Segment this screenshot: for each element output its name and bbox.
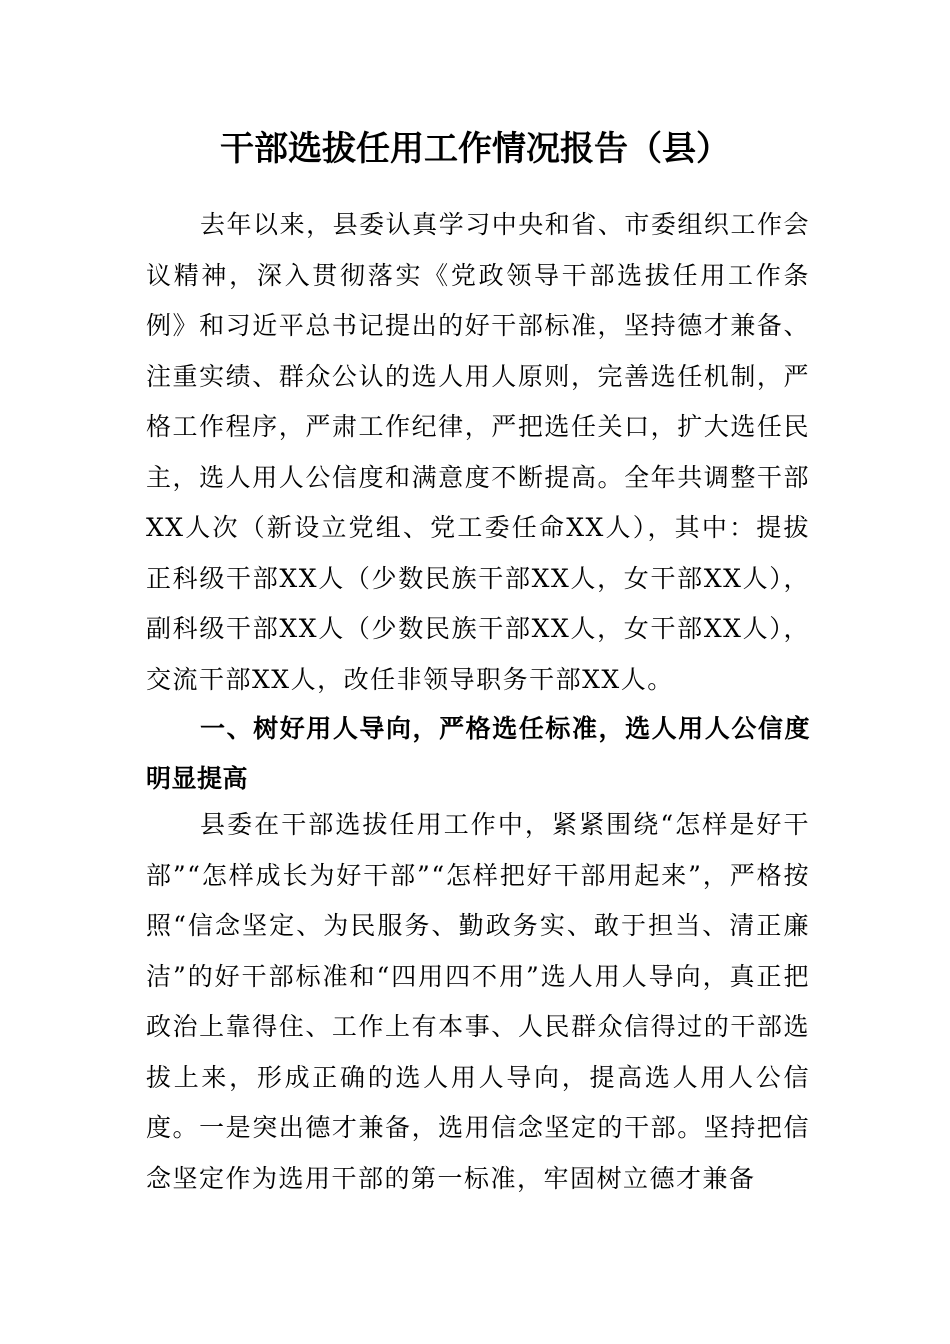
intro-paragraph: 去年以来，县委认真学习中央和省、市委组织工作会议精神，深入贯彻落实《党政领导干部选拔任用工作条例》和习近平总书记提出的好干部标准，坚持德才兼备、注重实绩、群众公认的选人用人原则，完善选任机制，严格工作程序，严肃工作纪律，严把选任关口，扩大选任民主，选人用人公信度和满意度不断提高。全年共调整干部XX人次（新设立党组、党工委任命XX人），其中：提拔正科级干部XX人（少数民族干部XX人，女干部XX人），副科级干部XX人（少数民族干部XX人，女干部XX人），交流干部XX人，改任非领导职务干部XX人。 bbox=[146, 210, 810, 694]
document-title: 干部选拔任用工作情况报告（县） bbox=[220, 129, 730, 169]
section-paragraph: 县委在干部选拔任用工作中，紧紧围绕“怎样是好干部”“怎样成长为好干部”“怎样把好干部用起来”，严格按照“信念坚定、为民服务、勤政务实、敢于担当、清正廉洁”的好干部标准和“四用四不用”选人用人导向，真正把政治上靠得住、工作上有本事、人民群众信得过的干部选拔上来，形成正确的选人用人导向，提高选人用人公信度。一是突出德才兼备，选用信念坚定的干部。坚持把信念坚定作为选用干部的第一标准，牢固树立德才兼备 bbox=[146, 810, 810, 1193]
section-heading: 一、树好用人导向，严格选任标准，选人用人公信度明显提高 bbox=[146, 714, 810, 793]
